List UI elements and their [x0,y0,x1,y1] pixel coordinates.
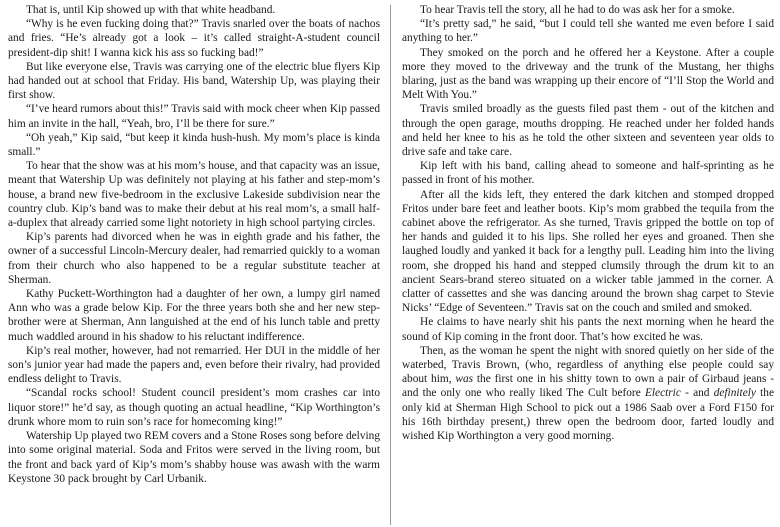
paragraph: Kip’s parents had divorced when he was in eighth grade and his father, the owner of a successful Lincoln-Mercury dealer, had remarried quickly to a woman from their church who also happened to be a regular substitute teacher at Sherman. [8,231,380,286]
right-column [400,3,774,527]
paragraph: “Scandal rocks school! Student council president’s mom crashes car into liquor store!” he’d say, as though quoting an actual headline, “Kip Worthington’s drunk whore mom to ruin son’s race for homecoming king!” [8,387,380,428]
paragraph: Travis smiled broadly as the guests filed past them - out of the kitchen and through the open garage, mouths dropping. He reached under her folded hands and held her knee to his as he told the other sixteen and seventeen year olds to drive safe and take care. [402,103,774,159]
paragraph: Then, as the woman he spent the night with snored quietly on her side of the waterbed, Travis Brown, (who, regardless of anything else people could say about him, was the first one in his shitty town to own a pair of Girbaud jeans - and the only one who really liked The Cult before Electric - and definitely the only kid at Sherman High School to pick out a 1986 Saab over a Ford F150 for his 16th birthday present,) threw open the bedroom door, farted loudly and wished Kip Worthington a very good morning. [402,344,775,443]
paragraph: That is, until Kip showed up with that white headband. [26,4,276,16]
paragraph: “Why is he even fucking doing that?” Travis snarled over the boats of nachos and fries. “He’s already got a look – it’s called straight-A-student council president-dip shit! I wanna kick his ass so fucking bad!” [8,18,380,59]
paragraph: But like everyone else, Travis was carrying one of the electric blue flyers Kip had handed out at school that Friday. His band, Watership Up, was playing their first show. [8,60,380,102]
paragraph: Kip left with his band, calling ahead to someone and half-sprinting as he passed in front of his mother. [402,160,774,187]
paragraph: Kip’s real mother, however, had not remarried. Her DUI in the middle of her son’s junior year had made the papers and, even before their rivalry, had provided endless delight to Travis. [8,344,380,386]
paragraph: Watership Up played two REM covers and a Stone Roses song before delving into some original material. Soda and Fritos were served in the living room, but the front and back yard of Kip’s mom’s shabby house was awash with the warm Keystone 30 pack brought by Carl Urbanik. [8,430,380,485]
paragraph: “I’ve heard rumors about this!” Travis said with mock cheer when Kip passed him an invite in the hall, “Yeah, bro, I’ll be there for sure.” [8,103,380,130]
paragraph: He claims to have nearly shit his pants the next morning when he heard the sound of Kip coming in the front door. That’s how excited he was. [402,316,774,343]
column-divider [390,5,391,525]
paragraph: They smoked on the porch and he offered her a Keystone. After a couple more they moved to the driveway and the trunk of the Mustang, her thighs blaring, just as the band was wrapping up their encore of “I’ll Stop the World and Melt With You.” [402,46,774,102]
paragraph: “It’s pretty sad,” he said, “but I could tell she wanted me even before I said anything to her.” [402,18,774,45]
paragraph: “Oh yeah,” Kip said, “but keep it kinda hush-hush. My mom’s place is kinda small.” [8,131,380,159]
paragraph: To hear that the show was at his mom’s house, and that capacity was an issue, meant that Watership Up was definitely not playing at his father and step-mom’s house, a brand new five-bedroom in the exclusive Lakeside subdivision near the country club. Kip’s band was to make their debut at his real mom’s, a small half-a-duplex that already carried some light notoriety in high school partying circles. [8,160,380,230]
paragraph: After all the kids left, they entered the dark kitchen and stomped dropped Fritos under bare feet and leather boots. Kip’s mom grabbed the tequila from the cabinet above the refrigerator. As she turned, Travis gripped the bottle on top of her hands and guided it to his lips. She rolled her eyes and groaned. Then she laughed loudly and yanked it back for a lengthy pull. Leading him into the living room, she dropped his hand and stepped clumsily through the drum kit to an ancient Sears-brand stereo situated on a wicker table jammed in the corner. A clatter of cassettes and she was dancing around the brown shag carpet to Stevie Nicks’ “Edge of Seventeen.” Travis sat on the couch and smiled and smoked. [402,188,774,315]
paragraph: Kathy Puckett-Worthington had a daughter of her own, a lumpy girl named Ann who was a grade below Kip. For the three years both she and her new step-brother were at Sherman, Ann languished at the end of his lunch table and pretty much waddled around in his shadow to his reluctant indifference. [8,288,380,343]
paragraph: To hear Travis tell the story, all he had to do was ask her for a smoke. [420,4,735,16]
left-column [8,3,380,527]
